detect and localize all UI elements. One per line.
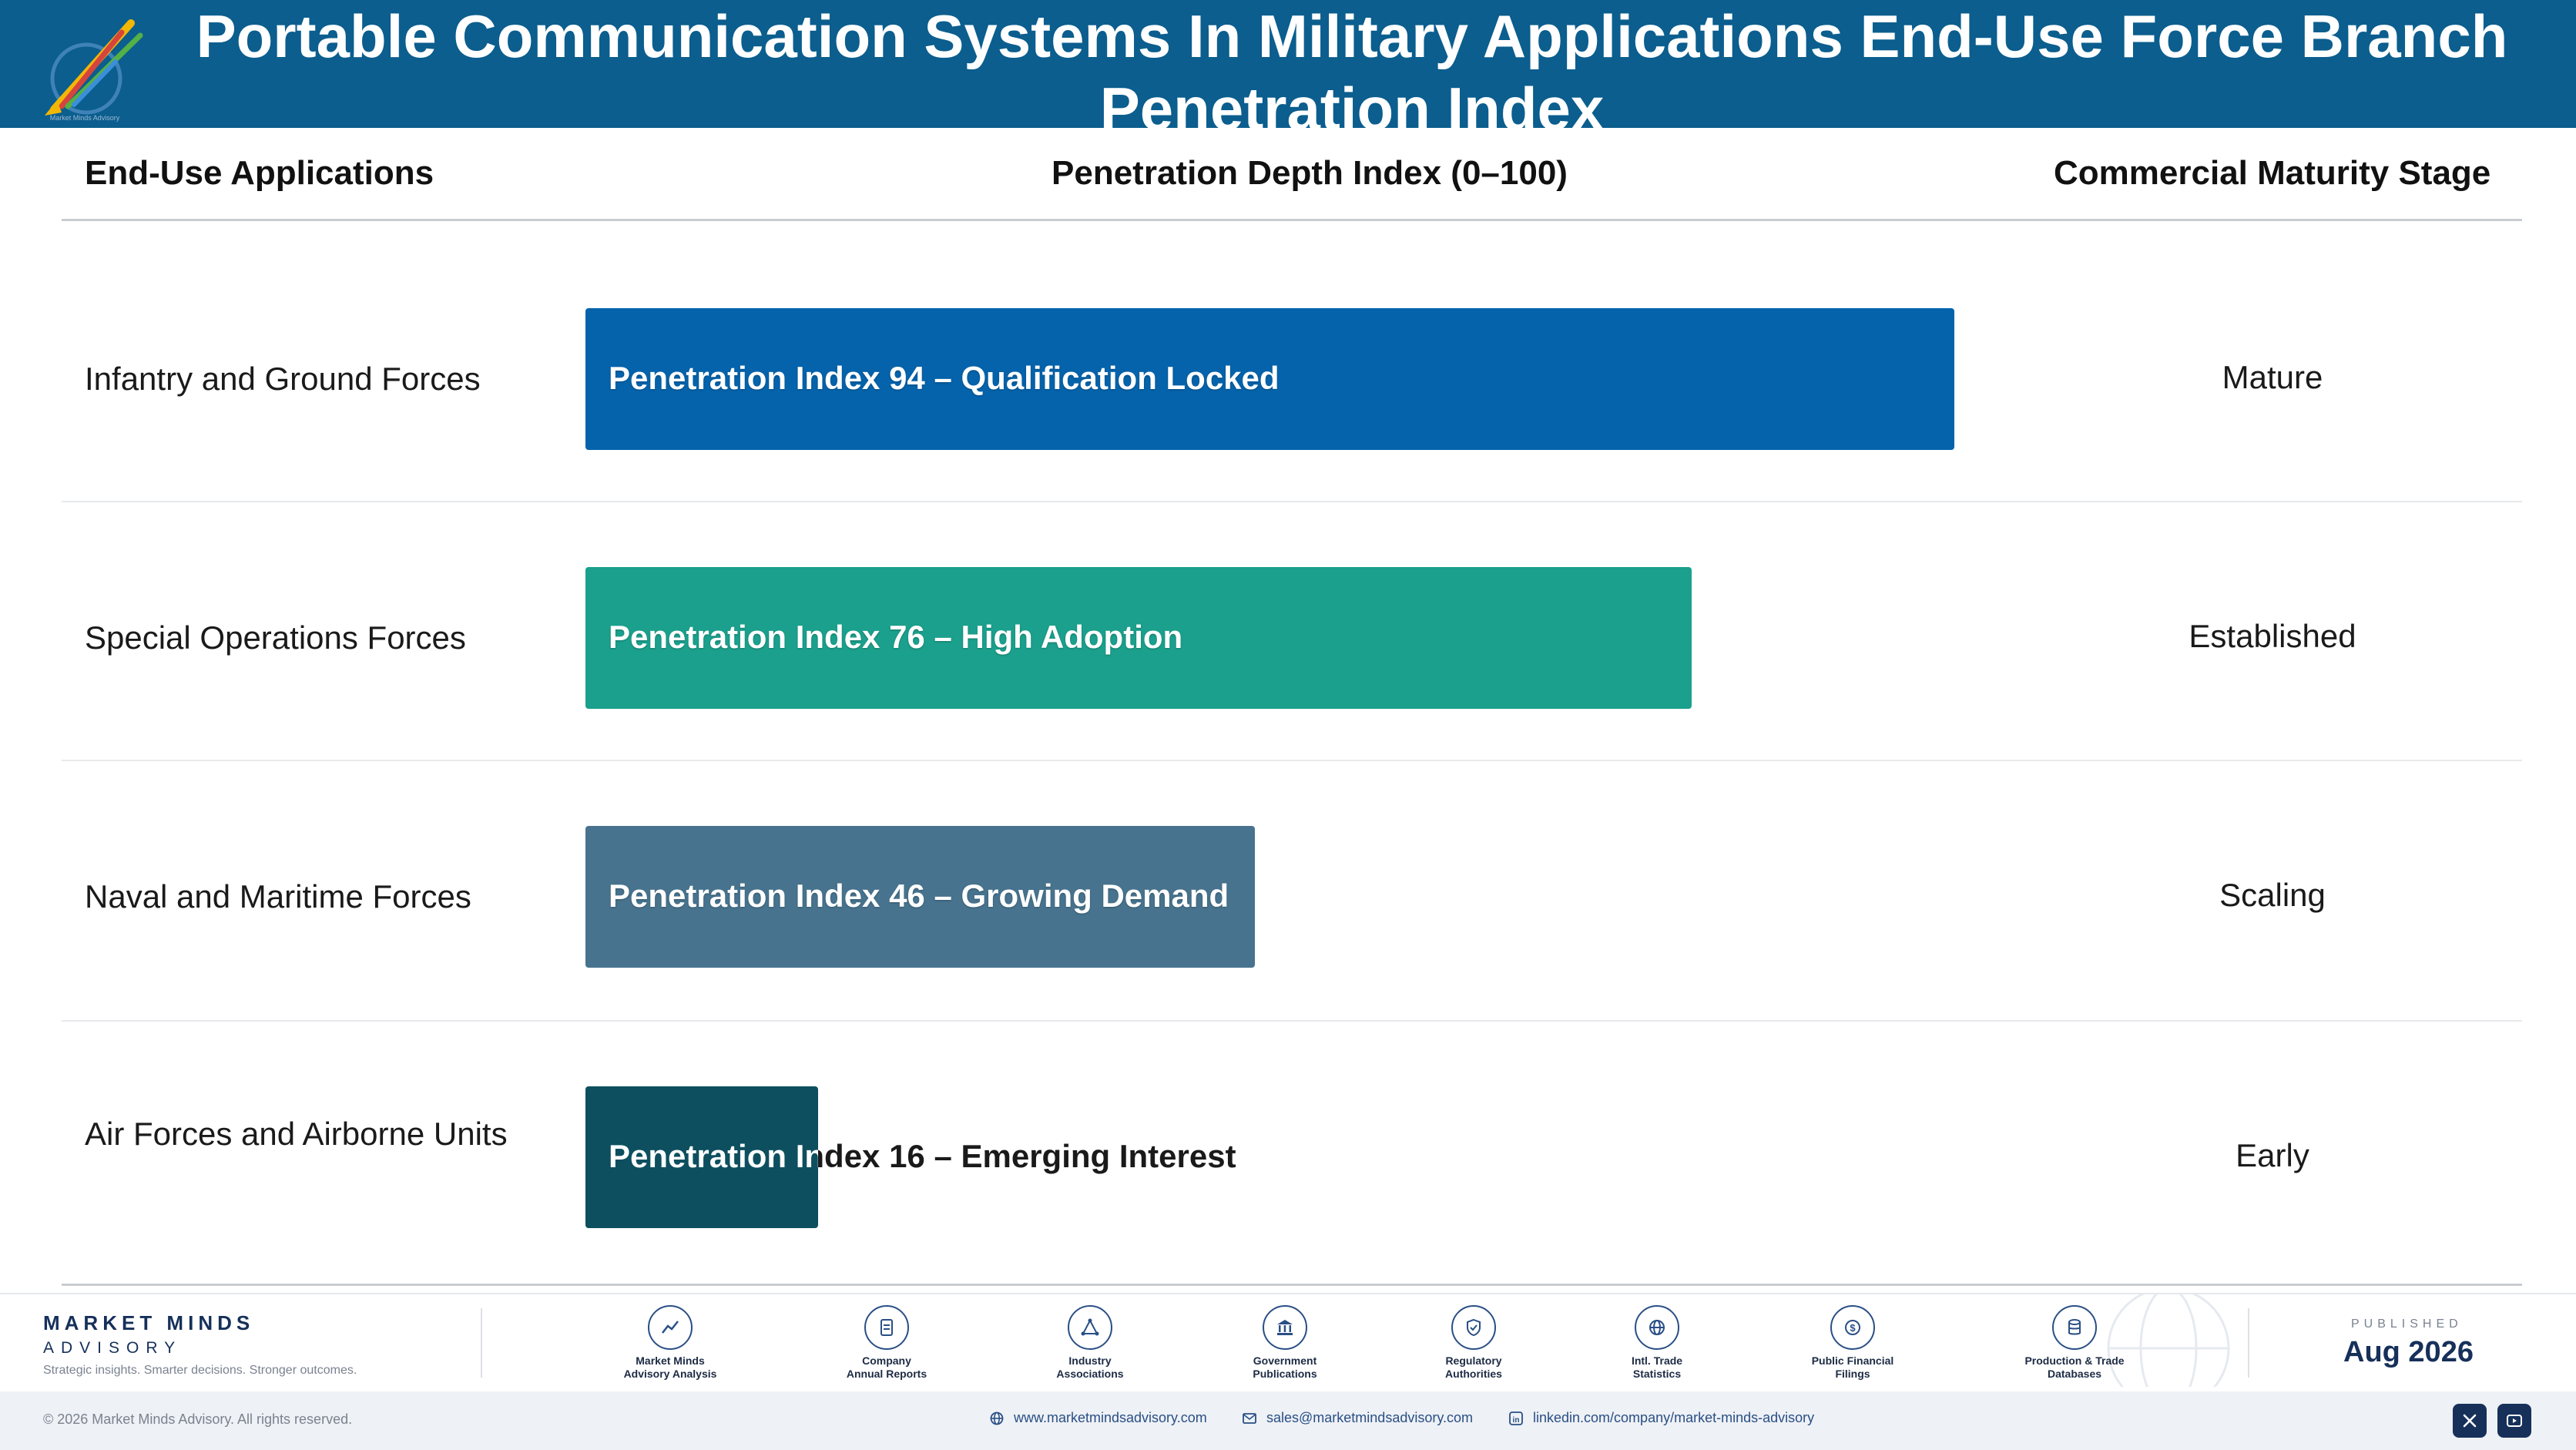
source-regulatory-authorities: Regulatory Authorities bbox=[1397, 1305, 1551, 1381]
email-link[interactable]: sales@marketmindsadvisory.com bbox=[1242, 1410, 1473, 1426]
government-building-icon bbox=[1263, 1305, 1307, 1350]
source-intl-trade-statistics: Intl. Trade Statistics bbox=[1580, 1305, 1734, 1381]
header-banner bbox=[0, 0, 2576, 143]
source-industry-associations: Industry Associations bbox=[1013, 1305, 1167, 1381]
globe-icon bbox=[989, 1411, 1005, 1426]
header-divider bbox=[62, 219, 2522, 221]
table-bottom-divider bbox=[62, 1284, 2522, 1286]
network-icon bbox=[1068, 1305, 1112, 1350]
brand-tagline: Strategic insights. Smarter decisions. Stronger outcomes. bbox=[43, 1364, 357, 1377]
column-header-applications: End-Use Applications bbox=[85, 154, 434, 192]
website-link[interactable]: www.marketmindsadvisory.com bbox=[989, 1410, 1207, 1426]
page-title: Portable Communication Systems In Military Applications End-Use Force Branch Penetration Index bbox=[196, 2, 2508, 143]
trend-chart-icon bbox=[648, 1305, 693, 1350]
row-label-air-forces: Air Forces and Airborne Units bbox=[85, 1116, 508, 1152]
row-divider bbox=[62, 760, 2522, 761]
linkedin-icon bbox=[1508, 1411, 1524, 1426]
svg-text:Market Minds Advisory: Market Minds Advisory bbox=[49, 114, 120, 122]
source-production-trade-databases: Production & Trade Databases bbox=[1997, 1305, 2152, 1381]
column-header-index: Penetration Depth Index (0–100) bbox=[1052, 154, 1568, 192]
source-public-financial-filings: $ Public Financial Filings bbox=[1776, 1305, 1930, 1381]
svg-text:$: $ bbox=[1850, 1322, 1856, 1334]
stage-air-forces: Early bbox=[2236, 1137, 2309, 1173]
stage-special-ops: Established bbox=[2189, 618, 2356, 654]
x-logo-icon bbox=[2460, 1411, 2479, 1430]
document-icon bbox=[864, 1305, 909, 1350]
bar-label-special-ops: Penetration Index 76 – High Adoption bbox=[609, 619, 1183, 655]
bar-label-infantry: Penetration Index 94 – Qualification Locked bbox=[609, 360, 1280, 396]
row-divider bbox=[62, 1020, 2522, 1022]
shield-check-icon bbox=[1451, 1305, 1496, 1350]
bottom-bar bbox=[0, 1391, 2576, 1450]
company-logo-icon bbox=[39, 8, 154, 123]
footer-divider bbox=[481, 1308, 482, 1378]
source-government-publications: Government Publications bbox=[1208, 1305, 1362, 1381]
linkedin-link[interactable]: in linkedin.com/company/market-minds-advisory bbox=[1508, 1410, 1814, 1426]
mail-icon bbox=[1242, 1411, 1257, 1426]
globe-icon bbox=[1635, 1305, 1679, 1350]
brand-subtitle: ADVISORY bbox=[43, 1339, 183, 1357]
footer-divider bbox=[2248, 1308, 2249, 1378]
column-header-stage: Commercial Maturity Stage bbox=[2054, 154, 2491, 192]
row-divider bbox=[62, 501, 2522, 502]
published-label: PUBLISHED bbox=[2351, 1317, 2463, 1331]
published-date: Aug 2026 bbox=[2343, 1336, 2474, 1368]
bar-label-naval: Penetration Index 46 – Growing Demand bbox=[609, 878, 1229, 914]
x-social-button[interactable] bbox=[2453, 1404, 2487, 1438]
svg-text:in: in bbox=[1512, 1415, 1520, 1425]
bar-label-air-forces: Penetration Index 16 – Emerging Interest bbox=[609, 1136, 1236, 1176]
row-label-naval: Naval and Maritime Forces bbox=[85, 878, 471, 915]
youtube-social-button[interactable] bbox=[2497, 1404, 2531, 1438]
copyright-text: © 2026 Market Minds Advisory. All rights reserved. bbox=[43, 1411, 353, 1427]
row-label-special-ops: Special Operations Forces bbox=[85, 619, 466, 656]
stage-naval: Scaling bbox=[2219, 877, 2326, 913]
source-company-annual-reports: Company Annual Reports bbox=[810, 1305, 964, 1381]
youtube-icon bbox=[2505, 1411, 2524, 1430]
source-market-minds-analysis: Market Minds Advisory Analysis bbox=[593, 1305, 747, 1381]
brand-name: MARKET MINDS bbox=[43, 1311, 255, 1334]
footer bbox=[0, 1293, 2576, 1391]
row-label-infantry: Infantry and Ground Forces bbox=[85, 361, 481, 397]
coin-icon bbox=[1830, 1305, 1875, 1350]
stage-infantry: Mature bbox=[2222, 359, 2323, 395]
database-icon bbox=[2052, 1305, 2097, 1350]
